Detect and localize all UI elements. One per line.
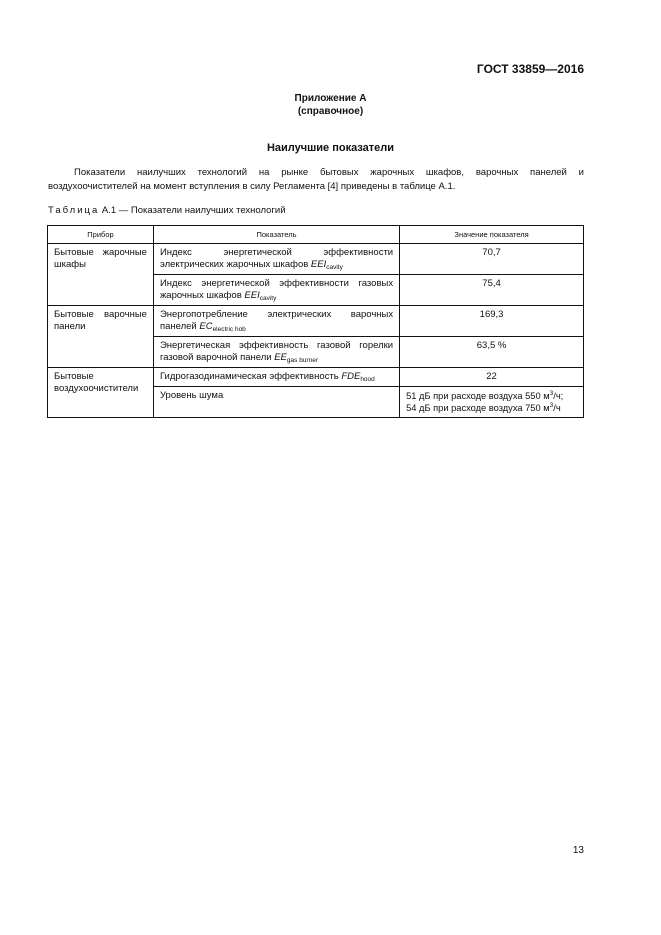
indicator-cell: Гидрогазодинамическая эффективность $FDE_{hood}$ xyxy=(153,368,399,387)
indicators-table xyxy=(47,225,584,418)
table-row xyxy=(48,244,584,275)
value-cell: 63,5 % xyxy=(400,337,584,368)
noise-value-line: 54 дБ при расходе воздуха 750 $м^3/ч$ xyxy=(406,402,561,413)
indicator-cell: Индекс энергетической эффективности электрических жарочных шкафов $EEI_{cavity}$ xyxy=(153,244,399,275)
intro-paragraph: Показатели наилучших технологий на рынке бытовых жарочных шкафов, варочных панелей и воздухоочистителей на момент вступления в силу Регламента [4] приведены в таблице А.1. xyxy=(48,167,584,192)
value-cell: 70,7 xyxy=(400,244,584,275)
table-header-row xyxy=(48,226,584,244)
indicator-cell: Энергетическая эффективность газовой горелки газовой варочной панели $EE_{gas burner}$ xyxy=(153,337,399,368)
section-title: Наилучшие показатели xyxy=(266,142,395,154)
table-caption-text: А.1 — Показатели наилучших технологий xyxy=(101,205,286,216)
value-cell: 75,4 xyxy=(400,275,584,306)
appendix-title: Приложение А xyxy=(294,93,367,104)
indicator-cell: Уровень шума xyxy=(153,387,399,418)
value-cell: 169,3 xyxy=(400,306,584,337)
device-cell: Бытовые воздухоочистители xyxy=(48,368,154,418)
table-row xyxy=(48,306,584,337)
noise-value-cell xyxy=(400,387,584,418)
header-value: Значение показателя xyxy=(400,226,584,244)
table-caption xyxy=(48,205,286,216)
appendix-heading xyxy=(0,92,661,118)
device-cell: Бытовые варочные панели xyxy=(48,306,154,368)
header-indicator: Показатель xyxy=(153,226,399,244)
header-device: Прибор xyxy=(48,226,154,244)
indicator-cell: Энергопотребление электрических варочных панелей $EC_{electric hob}$ xyxy=(153,306,399,337)
device-cell: Бытовые жарочные шкафы xyxy=(48,244,154,306)
value-cell: 22 xyxy=(400,368,584,387)
table-caption-label: Таблица xyxy=(48,205,100,216)
indicator-cell: Индекс энергетической эффективности газовых жарочных шкафов $EEI_{cavity}$ xyxy=(153,275,399,306)
table-row xyxy=(48,368,584,387)
noise-value-line: 51 дБ при расходе воздуха 550 $м^3/ч$; xyxy=(406,390,564,401)
appendix-note: (справочное) xyxy=(297,106,364,117)
page-number: 13 xyxy=(572,845,584,856)
standard-code: ГОСТ 33859—2016 xyxy=(476,62,584,76)
